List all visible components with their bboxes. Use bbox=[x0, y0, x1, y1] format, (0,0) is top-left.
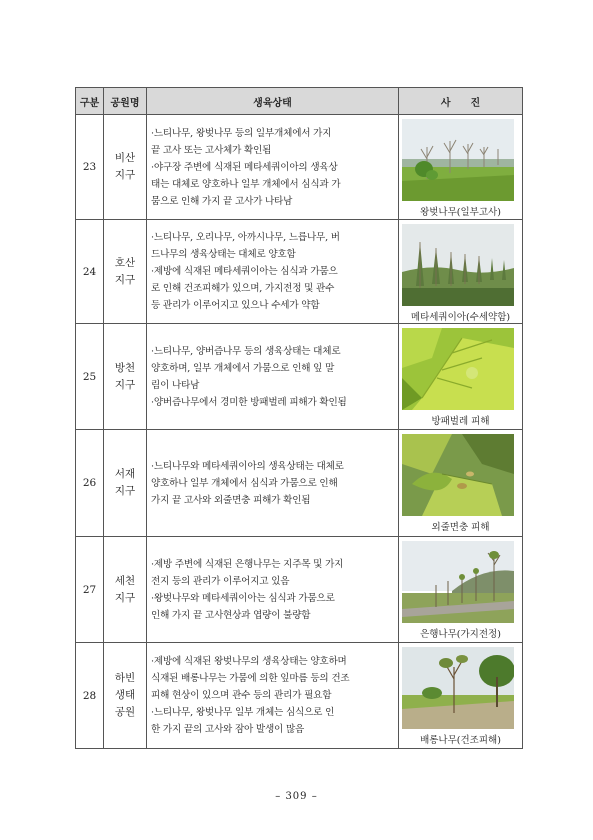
park-name-line: 서재 bbox=[114, 468, 136, 480]
photo-caption: 방패벌레 피해 bbox=[431, 416, 490, 427]
page-number: – 309 – bbox=[275, 791, 318, 802]
photo-caption: 외줄면충 피해 bbox=[431, 522, 490, 533]
status-line: 양호하며, 일부 개체에서 가뭄으로 인해 잎 말 bbox=[151, 362, 335, 374]
row-number: 24 bbox=[76, 220, 104, 324]
status-line: 식재된 배롱나무는 가뭄에 의한 잎마름 등의 건조 bbox=[151, 673, 350, 684]
photo-cell bbox=[399, 115, 523, 220]
status-line: 인해 가지 끝 고사현상과 엽량이 불량함 bbox=[151, 609, 311, 621]
status-line: ·느티나무, 왕벚나무 등의 일부개체에서 가지 bbox=[151, 127, 332, 139]
growth-status bbox=[147, 115, 399, 220]
park-name-line: 호산 bbox=[114, 256, 136, 269]
park-name-line: 지구 bbox=[114, 485, 136, 497]
status-line: ·야구장 주변에 식재된 메타세쿼이아의 생육상 bbox=[151, 161, 338, 173]
table-row bbox=[76, 115, 523, 220]
park-name bbox=[104, 115, 147, 220]
growth-status bbox=[147, 324, 399, 430]
photo-cherry-trees bbox=[402, 119, 514, 201]
status-line: 림이 나타남 bbox=[151, 379, 200, 391]
status-line: ·제방에 식재된 메타세쿼이아는 심식과 가뭄으 bbox=[151, 266, 338, 277]
photo-aphid-damage bbox=[402, 434, 514, 516]
park-name bbox=[104, 643, 147, 749]
park-name-line: 지구 bbox=[114, 378, 136, 391]
table-row bbox=[76, 324, 523, 430]
growth-status bbox=[147, 537, 399, 643]
park-name-line: 공원 bbox=[114, 706, 136, 718]
survey-table bbox=[75, 87, 523, 749]
photo-cell bbox=[399, 537, 523, 643]
status-line: 피해 현상이 있으며 관수 등의 관리가 필요함 bbox=[151, 690, 332, 701]
header-park-name: 공원명 bbox=[104, 88, 147, 115]
photo-cell bbox=[399, 430, 523, 537]
park-name-line: 하빈 bbox=[114, 672, 136, 684]
status-line: ·왕벚나무와 메타세쿼이아는 심식과 가뭄으로 bbox=[151, 592, 335, 604]
photo-cell bbox=[399, 220, 523, 324]
table-header-row bbox=[76, 88, 523, 115]
status-line: ·느티나무와 메타세쿼이아의 생육상태는 대체로 bbox=[151, 460, 344, 472]
header-photo: 사 진 bbox=[399, 88, 523, 115]
header-growth-status: 생육상태 bbox=[147, 88, 399, 115]
park-name-line: 방천 bbox=[114, 361, 136, 374]
photo-caption: 왕벚나무(일부고사) bbox=[420, 207, 501, 218]
status-line: 로 인해 건조피해가 있으며, 가지전정 및 관수 bbox=[151, 283, 335, 294]
photo-metasequoia bbox=[402, 224, 514, 306]
table-row bbox=[76, 220, 523, 324]
status-line: ·제방 주변에 식재된 은행나무는 지주목 및 가지 bbox=[151, 558, 344, 570]
status-line: ·양버즘나무에서 경미한 방패벌레 피해가 확인됨 bbox=[151, 396, 347, 408]
status-line: 전지 등의 관리가 이루어지고 있음 bbox=[151, 575, 290, 587]
park-name bbox=[104, 324, 147, 430]
photo-caption: 은행나무(가지전정) bbox=[420, 629, 501, 640]
growth-status bbox=[147, 220, 399, 324]
growth-status bbox=[147, 430, 399, 537]
row-number: 27 bbox=[76, 537, 104, 643]
row-number: 25 bbox=[76, 324, 104, 430]
park-name-line: 지구 bbox=[114, 273, 136, 286]
photo-cell bbox=[399, 324, 523, 430]
photo-caption: 메타세쿼이아(수세약함) bbox=[410, 312, 511, 323]
table-row bbox=[76, 537, 523, 643]
photo-lace-bug-leaf bbox=[402, 328, 514, 410]
park-name bbox=[104, 430, 147, 537]
photo-ginkgo-trees bbox=[402, 541, 514, 623]
row-number: 23 bbox=[76, 115, 104, 220]
park-name bbox=[104, 537, 147, 643]
park-name-line: 비산 bbox=[114, 152, 136, 164]
park-name-line: 세천 bbox=[114, 574, 136, 587]
status-line: 드나무의 생육상태는 대체로 양호함 bbox=[151, 249, 296, 260]
status-line: 양호하나 일부 개체에서 심식과 가뭄으로 인해 bbox=[151, 477, 338, 489]
row-number: 28 bbox=[76, 643, 104, 749]
row-number: 26 bbox=[76, 430, 104, 537]
growth-status bbox=[147, 643, 399, 749]
status-line: 한 가지 끝의 고사와 잠아 발생이 많음 bbox=[151, 724, 305, 735]
status-line: 등 관리가 이루어지고 있으나 수세가 약함 bbox=[151, 300, 320, 311]
status-line: ·느티나무, 오리나무, 아까시나무, 느릅나무, 버 bbox=[151, 232, 340, 243]
status-line: 가지 끝 고사와 외줄면충 피해가 확인됨 bbox=[151, 494, 311, 506]
status-line: ·느티나무, 양버즘나무 등의 생육상태는 대체로 bbox=[151, 345, 341, 357]
status-line: 뭄으로 인해 가지 끝 고사가 나타남 bbox=[151, 195, 293, 207]
park-name-line: 생태 bbox=[114, 689, 136, 701]
header-division: 구분 bbox=[76, 88, 104, 115]
photo-crape-myrtle bbox=[402, 647, 514, 729]
status-line: ·느티나무, 왕벚나무 일부 개체는 심식으로 인 bbox=[151, 707, 335, 718]
photo-cell bbox=[399, 643, 523, 749]
photo-caption: 배롱나무(건조피해) bbox=[420, 735, 501, 746]
park-name bbox=[104, 220, 147, 324]
status-line: ·제방에 식재된 왕벚나무의 생육상태는 양호하며 bbox=[151, 656, 347, 667]
status-line: 끝 고사 또는 고사체가 확인됨 bbox=[151, 144, 272, 156]
park-name-line: 지구 bbox=[114, 169, 136, 181]
table-row bbox=[76, 430, 523, 537]
table-row bbox=[76, 643, 523, 749]
status-line: 태는 대체로 양호하나 일부 개체에서 심식과 가 bbox=[151, 178, 341, 190]
park-name-line: 지구 bbox=[114, 591, 136, 604]
